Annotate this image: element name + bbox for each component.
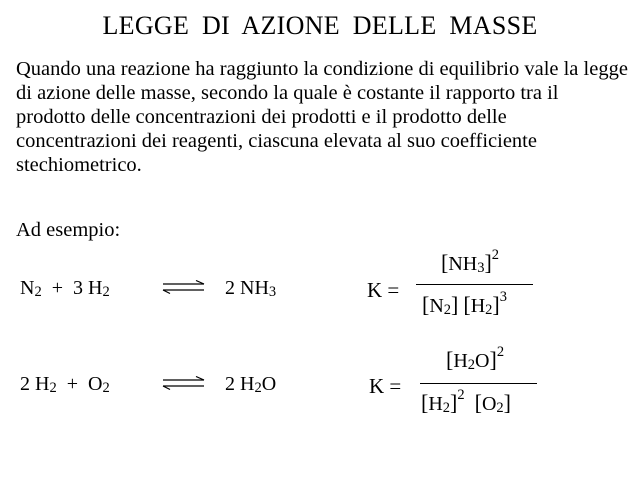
reaction1-h2-subscript: 2 (102, 284, 110, 300)
reaction2-o2: O (87, 373, 103, 395)
reaction1-denominator (422, 289, 507, 318)
reaction1-n2-subscript: 2 (34, 284, 42, 300)
nh3-subscript: 3 (477, 260, 485, 276)
h2-species: H (428, 393, 443, 415)
reaction2-k-label: K = (369, 374, 402, 398)
bracket-close: ] (484, 250, 492, 275)
reaction1-nh3: 2 NH (225, 277, 269, 299)
reaction1-h2: 3 H (72, 277, 103, 299)
reaction2-h2-subscript: 2 (49, 380, 57, 396)
h-subscript: 2 (467, 357, 476, 373)
reaction1-plus: + (51, 277, 63, 299)
reaction2-plus: + (66, 373, 78, 395)
reaction2-products (225, 373, 276, 396)
nh3-species: NH (448, 253, 478, 275)
bracket-open: [ (446, 347, 454, 372)
o2-subscript: 2 (496, 400, 504, 416)
n2-subscript: 2 (443, 302, 452, 318)
reaction1-nh3-subscript: 3 (268, 284, 277, 300)
h2-subscript: 2 (442, 400, 451, 416)
reaction1-numerator (441, 247, 500, 276)
reaction2-numerator (446, 344, 505, 373)
equilibrium-arrow-icon (160, 376, 208, 392)
h2-species: H (470, 295, 486, 317)
denominator-exponent: 3 (499, 289, 507, 305)
bracket-open: [ (441, 250, 449, 275)
reaction2-o2-subscript: 2 (102, 380, 110, 396)
numerator-exponent: 2 (491, 247, 500, 263)
reaction1-fraction-line (416, 284, 533, 285)
h2-subscript: 2 (485, 302, 493, 318)
bracket-close: ] (450, 390, 458, 415)
bracket-open: [ (463, 292, 471, 317)
o-species: O (475, 350, 490, 372)
reaction2-reactants (20, 373, 110, 396)
bracket-close: ] (492, 292, 500, 317)
bracket-close: ] (503, 390, 511, 415)
reaction2-fraction-line (420, 383, 537, 384)
bracket-open: [ (422, 292, 430, 317)
numerator-exponent: 2 (496, 344, 505, 360)
bracket-open: [ (421, 390, 429, 415)
reaction2-h2o-subscript: 2 (254, 380, 262, 396)
equilibrium-arrow-icon (160, 280, 208, 296)
o2-species: O (481, 393, 497, 415)
reaction1-k-label: K = (367, 278, 400, 302)
n2-species: N (429, 295, 444, 317)
h-species: H (453, 350, 468, 372)
reaction2-denominator (421, 387, 511, 416)
reaction2-h2: 2 H (20, 373, 50, 395)
bracket-close: ] (451, 292, 459, 317)
definition-paragraph: Quando una reazione ha raggiunto la condizione di equilibrio vale la legge di azione delle masse, secondo la quale è costante il rapporto tra il prodotto delle concentrazioni dei prodotti e il prodotto delle concentrazioni dei reagenti, ciascuna elevata al suo coefficiente stechiometrico. (16, 58, 628, 176)
bracket-open: [ (474, 390, 482, 415)
reaction2-h2o-o: O (261, 373, 277, 395)
bracket-close: ] (489, 347, 497, 372)
denominator-exponent: 2 (457, 387, 465, 403)
reaction2-h2o-h: 2 H (225, 373, 255, 395)
page-title: LEGGE DI AZIONE DELLE MASSE (102, 11, 538, 40)
reaction1-n2: N (20, 277, 35, 299)
reaction1-reactants (20, 277, 110, 300)
example-label: Ad esempio: (16, 219, 121, 241)
reaction1-products (225, 277, 276, 300)
